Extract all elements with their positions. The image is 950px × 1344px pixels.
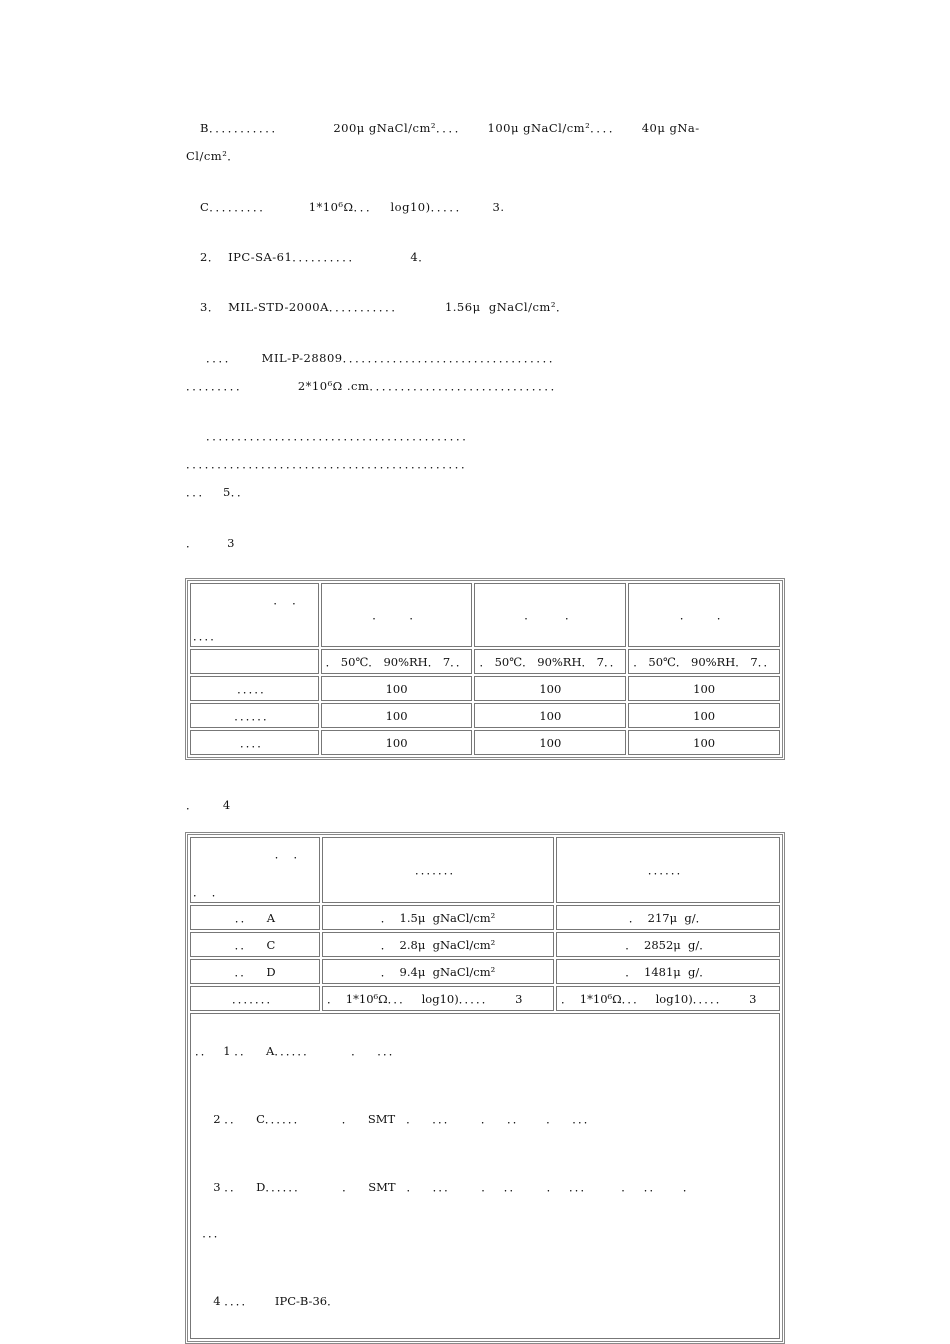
paragraph-b-line2: Cl/cm²． (186, 149, 240, 163)
table4-cell: ． 9.4μ gNaCl/cm² (322, 959, 554, 984)
paragraph-mil-p-line1: ．．．． MIL-P-28809．．．．．．．．．．．．．．．．．．．．．．．．．．．．．．．．．． (206, 351, 561, 365)
table-row (190, 703, 780, 728)
table4-note: 3 ．． D．．．．．． ． SMT ． ．．． ． ．． ． ．．． ． ．． ． (195, 1180, 695, 1194)
table3-column-header: ． ． (474, 583, 626, 647)
table4-header-diagonal-cell (190, 837, 320, 903)
paragraph-mil-std-line: 3． MIL-STD-2000A．．．．．．．．．．． 1.56μ gNaCl/cm²． (200, 300, 568, 314)
table3-caption: ． 3 (186, 536, 235, 550)
table4-note: ．． 1 ．． A．．．．．． ． ．．． (195, 1044, 401, 1058)
table4-note: ．．． (195, 1226, 226, 1240)
table4-cell: ． 1.5μ gNaCl/cm² (322, 905, 554, 930)
table-row (190, 730, 780, 755)
table3-condition-label (190, 649, 319, 674)
table3-column-header: ． ． (321, 583, 473, 647)
table3-condition-row (190, 649, 780, 674)
table4-cell: ． 1*10⁶Ω．．． log10)．．．．． 3 (556, 986, 780, 1011)
table4-header-row (190, 837, 780, 903)
table4-cell: ． 217μ g/． (556, 905, 780, 930)
table4-row-label: ．． D (190, 959, 320, 984)
table3-cell: 100 (474, 730, 626, 755)
table4-caption: ． 4 (186, 798, 231, 812)
table3-condition-cell: ． 50℃． 90%RH． 7．． (321, 649, 473, 674)
table4-header-bottom: ． ． (193, 885, 224, 899)
table4-note: 2 ．． C．．．．．． ． SMT ． ．．． ． ．． ． ．．． (195, 1112, 596, 1126)
table3-cell: 100 (628, 676, 780, 701)
table4-notes-row (190, 1013, 780, 1339)
table3-header-bottom: ．．．． (193, 629, 222, 643)
table4-header-top: ． ． (274, 847, 305, 861)
paragraph-ipc-line: 2． IPC-SA-61．．．．．．．．．． 4． (200, 250, 431, 264)
table4-row-label: ．． A (190, 905, 320, 930)
table3-cell: 100 (628, 730, 780, 755)
table-row (190, 959, 780, 984)
table4-note: 4 ．．．． IPC-B-36． (195, 1294, 339, 1308)
table3-cell: 100 (474, 703, 626, 728)
table3-condition-cell: ． 50℃． 90%RH． 7．． (474, 649, 626, 674)
table4-column-header: ．．．．．．． (322, 837, 554, 903)
paragraph-c-line: C．．．．．．．．． 1*10⁶Ω．．． log10)．．．．． 3. (200, 200, 505, 214)
table4-cell: ． 1*10⁶Ω．．． log10)．．．．． 3 (322, 986, 554, 1011)
paragraph-mil-p-line2: ．．．．．．．．． 2*10⁶Ω .cm．．．．．．．．．．．．．．．．．．．．．．．．．．．．．． (186, 379, 563, 393)
table3-cell: 100 (321, 730, 473, 755)
table4-cell: ． 2.8μ gNaCl/cm² (322, 932, 554, 957)
paragraph-body-line2: ．．．．．．．．．．．．．．．．．．．．．．．．．．．．．．．．．．．．．．．．．．．．． (186, 457, 473, 471)
paragraph-body-line3: ．．． 5．． (186, 485, 250, 499)
table4-cell: ． 2852μ g/． (556, 932, 780, 957)
table-row (190, 676, 780, 701)
table3-column-header: ． ． (628, 583, 780, 647)
table3-cell: 100 (474, 676, 626, 701)
table3-cell: 100 (628, 703, 780, 728)
table4-row-label: ．． C (190, 932, 320, 957)
table3-cell: 100 (321, 676, 473, 701)
table4-notes (190, 1013, 780, 1339)
table-3 (185, 578, 785, 760)
table3-row-label: ．．．．．． (190, 703, 319, 728)
table-row (190, 932, 780, 957)
table4-column-header: ．．．．．． (556, 837, 780, 903)
table3-header-diagonal-cell (190, 583, 319, 647)
table3-header-top: ． ． (273, 593, 304, 607)
table3-row-label: ．．．．． (190, 676, 319, 701)
table4-cell: ． 1481μ g/． (556, 959, 780, 984)
table3-row-label: ．．．． (190, 730, 319, 755)
table3-cell: 100 (321, 703, 473, 728)
paragraph-b-line1: B．．．．．．．．．．． 200μ gNaCl/cm²．．．． 100μ gNaCl/cm²．．．． 40μ gNa- (200, 121, 700, 135)
table-row (190, 905, 780, 930)
table4-row-label: ．．．．．．． (190, 986, 320, 1011)
paragraph-body-line1: ．．．．．．．．．．．．．．．．．．．．．．．．．．．．．．．．．．．．．．．．．． (206, 429, 475, 443)
table-row (190, 986, 780, 1011)
table3-condition-cell: ． 50℃． 90%RH． 7．． (628, 649, 780, 674)
table-4 (185, 832, 785, 1344)
table3-header-row (190, 583, 780, 647)
